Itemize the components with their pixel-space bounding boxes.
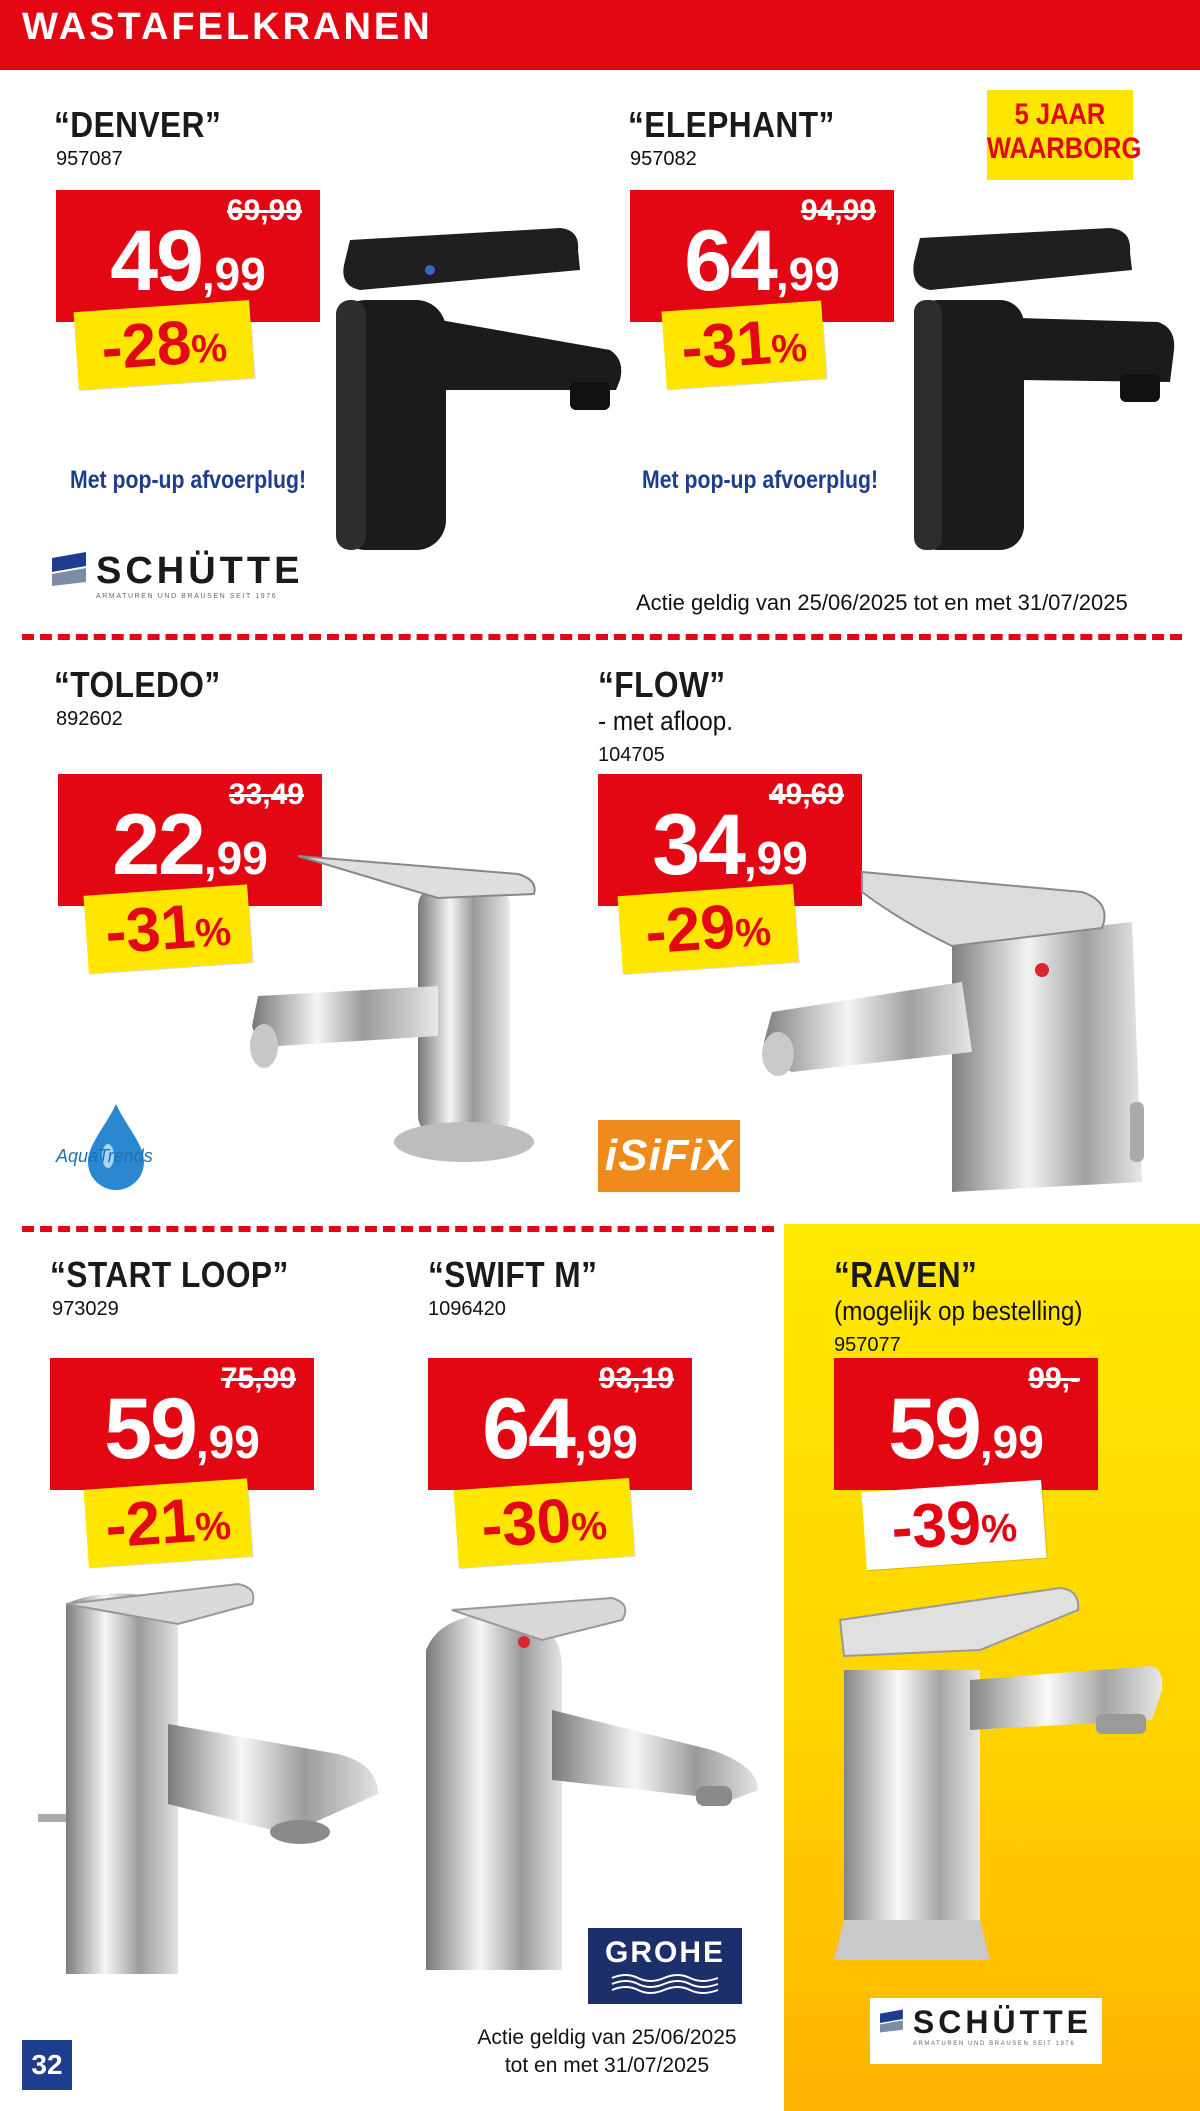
new-price: 49,99	[110, 213, 266, 309]
discount-badge-start-loop: -21%	[83, 1478, 252, 1567]
faucet-image-raven	[830, 1580, 1170, 1960]
page-number: 32	[22, 2040, 72, 2090]
new-price: 22,99	[112, 797, 268, 893]
brand-logo-schutte-raven: SCHÜTTE ARMATUREN UND BRAUSEN SEIT 1976	[870, 1998, 1102, 2064]
new-price: 59,99	[104, 1381, 260, 1477]
product-name-elephant: “ELEPHANT”	[628, 104, 835, 145]
product-sku-denver: 957087	[56, 148, 123, 170]
product-subtitle-raven: (mogelijk op bestelling)	[834, 1296, 1083, 1326]
price-box-raven	[834, 1358, 1098, 1490]
product-name-toledo: “TOLEDO”	[54, 664, 221, 705]
new-price: 59,99	[888, 1381, 1044, 1477]
warranty-line-2: WAARBORG	[986, 132, 1142, 165]
product-sku-elephant: 957082	[630, 148, 697, 170]
price-box-elephant	[630, 190, 894, 322]
brand-logo-isifix: iSiFiX	[598, 1120, 740, 1192]
product-name-denver: “DENVER”	[54, 104, 222, 145]
product-sku-flow: 104705	[598, 744, 665, 766]
old-price: 93,19	[598, 1362, 674, 1395]
old-price: 75,99	[220, 1362, 296, 1395]
old-price: 99,-	[1028, 1362, 1080, 1395]
discount-badge-swift-m: -30%	[453, 1478, 634, 1568]
discount-badge-elephant: -31%	[661, 301, 826, 390]
validity-text-top: Actie geldig van 25/06/2025 tot en met 31/07/2025	[636, 590, 1128, 615]
faucet-image-swift-m	[412, 1590, 772, 1970]
new-price: 34,99	[652, 797, 808, 893]
validity-text-bottom: Actie geldig van 25/06/2025 tot en met 31/07/2025	[477, 2026, 737, 2077]
grohe-waves-icon	[610, 1972, 720, 1994]
warranty-badge	[986, 90, 1142, 180]
schutte-emblem-icon	[880, 2006, 903, 2036]
product-sku-swift-m: 1096420	[428, 1298, 506, 1320]
product-name-raven: “RAVEN”	[834, 1254, 978, 1295]
discount-badge-toledo: -31%	[83, 884, 252, 973]
faucet-image-denver	[330, 210, 630, 560]
product-sku-toledo: 892602	[56, 708, 123, 730]
brand-logo-aquatrends: AquaTrends	[56, 1104, 176, 1190]
brand-logo-grohe: GROHE	[588, 1928, 742, 2004]
product-name-start-loop: “START LOOP”	[50, 1254, 289, 1295]
brand-logo-schutte: SCHÜTTE ARMATUREN UND BRAUSEN SEIT 1976	[52, 552, 303, 600]
faucet-image-start-loop	[38, 1574, 398, 1974]
discount-badge-denver: -28%	[73, 300, 254, 390]
header-bar	[0, 0, 1200, 70]
faucet-image-elephant	[900, 210, 1180, 560]
price-box-denver	[56, 190, 320, 322]
price-box-start-loop	[50, 1358, 314, 1490]
product-name-flow: “FLOW”	[598, 664, 726, 705]
price-box-swift-m	[428, 1358, 692, 1490]
product-sku-start-loop: 973029	[52, 1298, 119, 1320]
popup-note-denver: Met pop-up afvoerplug!	[70, 466, 307, 494]
warranty-line-1: 5 JAAR	[1014, 98, 1106, 131]
schutte-emblem-icon	[52, 552, 86, 586]
product-subtitle-flow: - met afloop.	[598, 706, 734, 736]
divider-1	[22, 634, 1182, 640]
old-price: 33,49	[228, 778, 304, 811]
old-price: 94,99	[800, 194, 876, 227]
product-name-swift-m: “SWIFT M”	[428, 1254, 598, 1295]
page-title: WASTAFELKRANEN	[22, 6, 433, 48]
old-price: 69,99	[226, 194, 302, 227]
new-price: 64,99	[482, 1381, 638, 1477]
popup-note-elephant: Met pop-up afvoerplug!	[642, 466, 879, 494]
old-price: 49,69	[768, 778, 844, 811]
faucet-image-flow	[752, 862, 1172, 1202]
product-sku-raven: 957077	[834, 1334, 901, 1356]
divider-2	[22, 1226, 774, 1232]
new-price: 64,99	[684, 213, 840, 309]
discount-badge-flow: -29%	[617, 884, 798, 974]
faucet-image-toledo	[238, 846, 568, 1176]
discount-badge-raven: -39%	[861, 1480, 1046, 1570]
